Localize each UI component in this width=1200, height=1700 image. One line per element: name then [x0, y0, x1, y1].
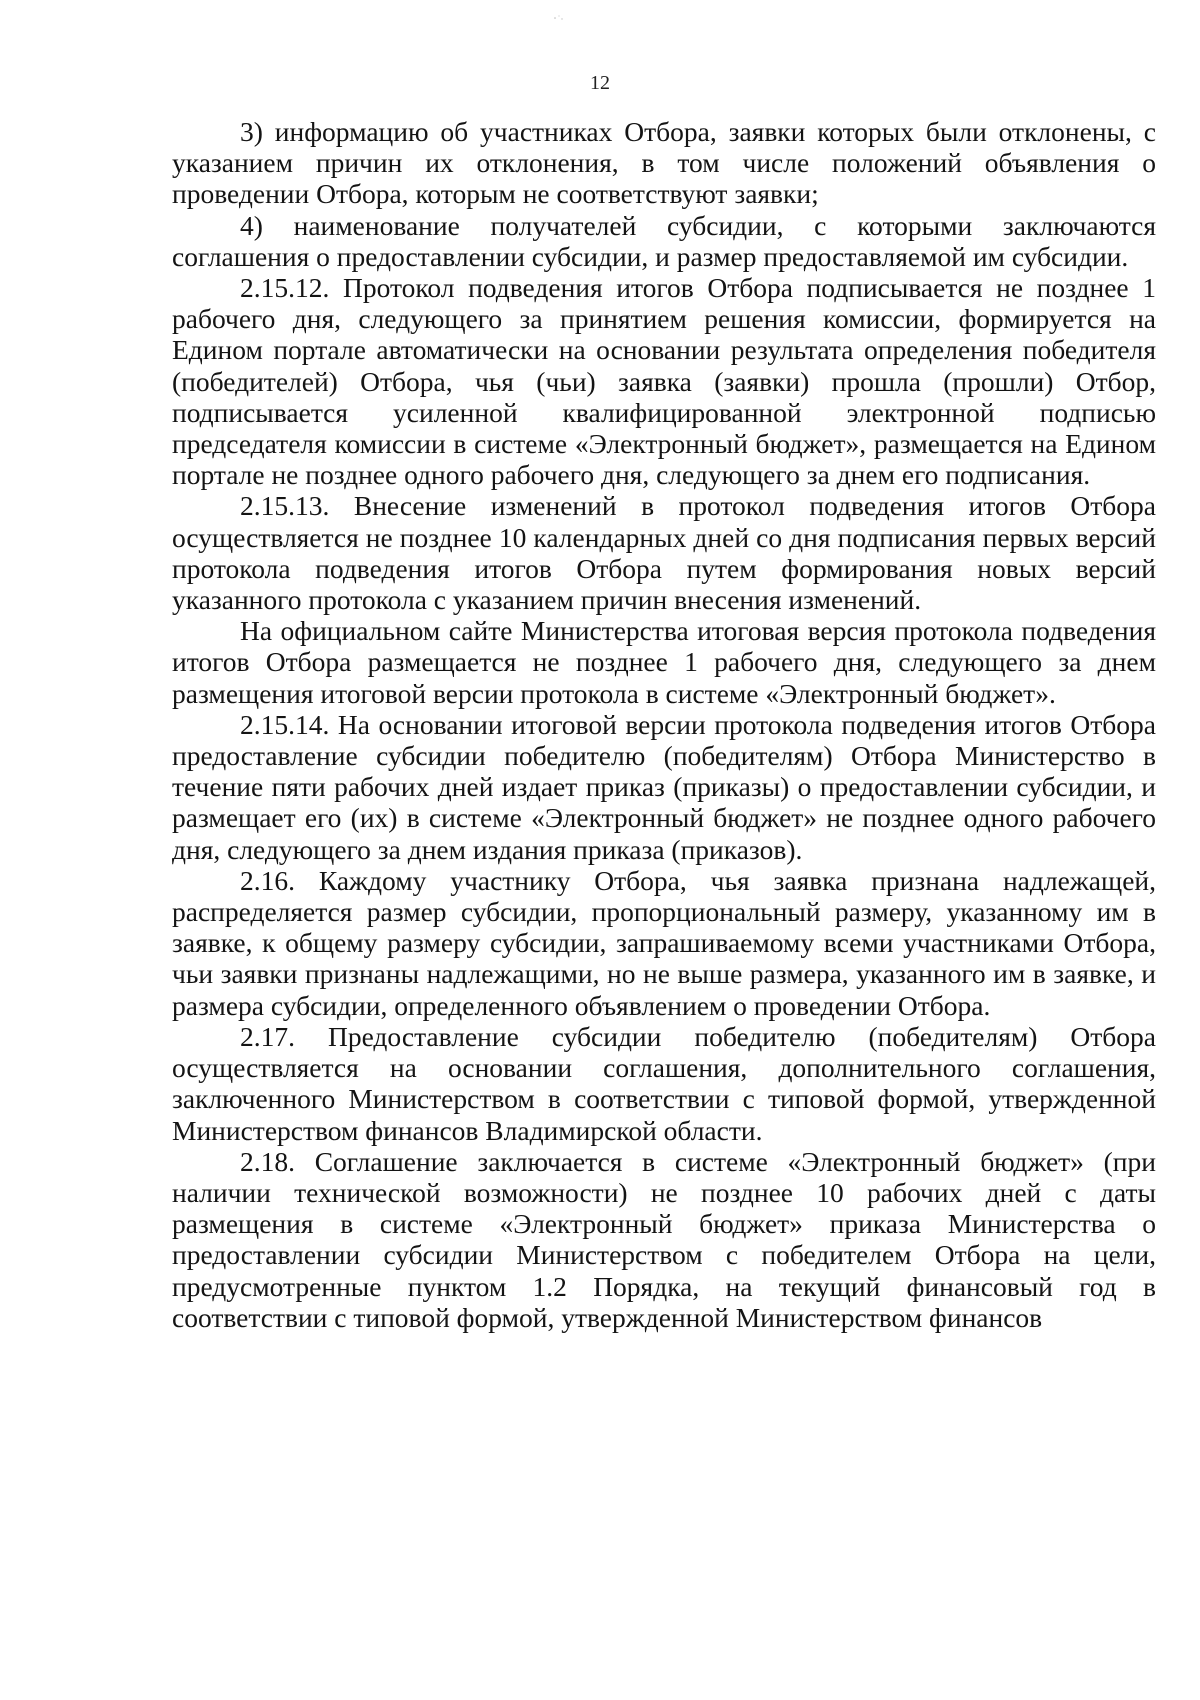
paragraph-2-18: 2.18. Соглашение заключается в системе «Электронный бюджет» (при наличии технической возможности) не позднее 10 рабочих дней с даты размещения в системе «Электронный бюджет» приказа Министерства о предоставлении субсидии Министерством с победителем Отбора на цели, предусмотренные пунктом 1.2 Порядка, на текущий финансовый год в соответствии с типовой формой, утвержденной Министерством финансов — [172, 1145, 1156, 1333]
paragraph-ministry-site: На официальном сайте Министерства итоговая версия протокола подведения итогов Отбора размещается не позднее 1 рабочего дня, следующего за днем размещения итоговой версии протокола в системе «Электронный бюджет». — [172, 615, 1156, 709]
paragraph-2-16: 2.16. Каждому участнику Отбора, чья заявка признана надлежащей, распределяется размер субсидии, пропорциональный размеру, указанному им в заявке, к общему размеру субсидии, запрашиваемому всеми участниками Отбора, чьи заявки признаны надлежащими, но не выше размера, указанного им в заявке, и размера субсидии, определенного объявлением о проведении Отбора. — [172, 864, 1156, 1021]
page-number: 12 — [590, 72, 610, 94]
paragraph-item-3: 3) информацию об участниках Отбора, заявки которых были отклонены, с указанием причин их отклонения, в том числе положений объявления о проведении Отбора, которым не соответствуют заявки; — [172, 116, 1156, 210]
paragraph-item-4: 4) наименование получателей субсидии, с которыми заключаются соглашения о предоставлении субсидии, и размер предоставляемой им субсидии. — [172, 209, 1156, 272]
document-body — [172, 116, 1156, 1333]
paragraph-2-15-14: 2.15.14. На основании итоговой версии протокола подведения итогов Отбора предоставление субсидии победителю (победителям) Отбора Министерство в течение пяти рабочих дней издает приказ (приказы) о предоставлении субсидии, и размещает его (их) в системе «Электронный бюджет» не позднее одного рабочего дня, следующего за днем издания приказа (приказов). — [172, 708, 1156, 865]
paragraph-2-15-13: 2.15.13. Внесение изменений в протокол подведения итогов Отбора осуществляется не позднее 10 календарных дней со дня подписания первых версий протокола подведения итогов Отбора путем формирования новых версий указанного протокола с указанием причин внесения изменений. — [172, 490, 1156, 616]
scan-speck — [552, 14, 566, 22]
paragraph-2-15-12: 2.15.12. Протокол подведения итогов Отбора подписывается не позднее 1 рабочего дня, следующего за принятием решения комиссии, формируется на Едином портале автоматически на основании результата определения победителя (победителей) Отбора, чья (чьи) заявка (заявки) прошла (прошли) Отбор, подписывается усиленной квалифицированной электронной подписью председателя комиссии в системе «Электронный бюджет», размещается на Едином портале не позднее одного рабочего дня, следующего за днем его подписания. — [172, 272, 1156, 491]
paragraph-2-17: 2.17. Предоставление субсидии победителю (победителям) Отбора осуществляется на основании соглашения, дополнительного соглашения, заключенного Министерством в соответствии с типовой формой, утвержденной Министерством финансов Владимирской области. — [172, 1020, 1156, 1146]
